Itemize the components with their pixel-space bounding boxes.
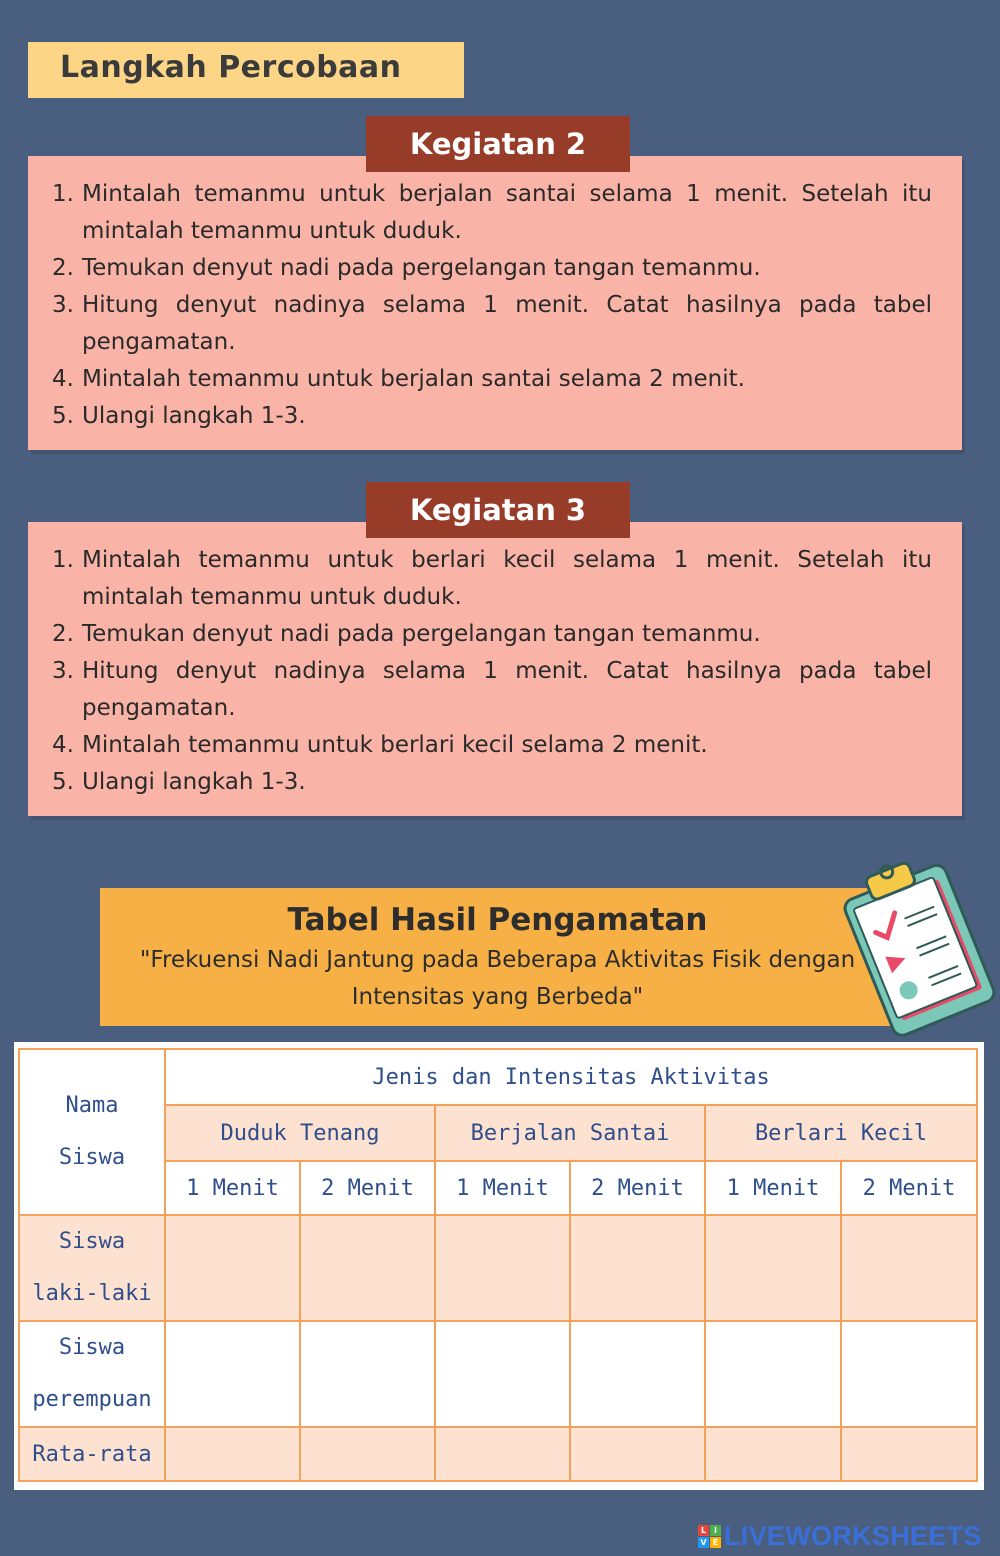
duration-header: 1 Menit (165, 1161, 300, 1215)
duration-header: 1 Menit (705, 1161, 841, 1215)
data-cell[interactable] (300, 1215, 435, 1321)
table-title: Tabel Hasil Pengamatan (287, 902, 708, 938)
step-text: Mintalah temanmu untuk berlari kecil selama 2 menit. (82, 732, 708, 758)
data-cell[interactable] (435, 1321, 570, 1427)
step-item (52, 176, 932, 250)
kegiatan-2-steps (28, 156, 962, 435)
step-text: Hitung denyut nadinya selama 1 menit. Catat hasilnya pada tabel pengamatan. (82, 292, 932, 355)
row-label (19, 1427, 165, 1481)
corner-line-2: Siswa (58, 1145, 126, 1170)
activity-header: Berjalan Santai (435, 1105, 705, 1161)
step-text: Temukan denyut nadi pada pergelangan tangan temanmu. (82, 621, 761, 647)
row-label-line: laki-laki (32, 1281, 152, 1306)
section-title: Langkah Percobaan (60, 50, 402, 85)
step-item (52, 764, 932, 801)
activity-group-header: Jenis dan Intensitas Aktivitas (165, 1049, 977, 1105)
data-cell[interactable] (300, 1427, 435, 1481)
activity-header: Berlari Kecil (705, 1105, 977, 1161)
logo-mark-icon (698, 1525, 721, 1548)
step-number: 4. (52, 366, 74, 392)
name-column-header (19, 1049, 165, 1215)
logo-letter: L (698, 1525, 709, 1536)
logo-letter: I (710, 1525, 721, 1536)
step-item (52, 653, 932, 727)
data-cell[interactable] (705, 1427, 841, 1481)
kegiatan-2-card (28, 156, 962, 450)
data-cell[interactable] (435, 1215, 570, 1321)
data-cell[interactable] (570, 1215, 705, 1321)
duration-header: 2 Menit (570, 1161, 705, 1215)
step-number: 4. (52, 732, 74, 758)
step-item (52, 616, 932, 653)
clipboard-icon (838, 852, 998, 1048)
data-cell[interactable] (841, 1215, 977, 1321)
logo-text: LIVEWORKSHEETS (724, 1520, 982, 1551)
data-cell[interactable] (841, 1427, 977, 1481)
step-text: Mintalah temanmu untuk berjalan santai selama 2 menit. (82, 366, 745, 392)
row-label-line: Siswa (58, 1335, 126, 1360)
step-number: 3. (52, 658, 74, 684)
section-banner (28, 42, 464, 98)
step-number: 5. (52, 403, 74, 429)
duration-header: 2 Menit (300, 1161, 435, 1215)
row-label-line: Siswa (58, 1229, 126, 1254)
step-text: Ulangi langkah 1-3. (82, 769, 306, 795)
step-number: 2. (52, 621, 74, 647)
step-item (52, 727, 932, 764)
step-item (52, 361, 932, 398)
step-item (52, 287, 932, 361)
step-item (52, 250, 932, 287)
data-cell[interactable] (435, 1427, 570, 1481)
kegiatan-2-title: Kegiatan 2 (366, 116, 630, 172)
step-number: 2. (52, 255, 74, 281)
corner-line-1: Nama (65, 1093, 119, 1118)
data-cell[interactable] (300, 1321, 435, 1427)
step-number: 1. (52, 181, 74, 207)
step-text: Temukan denyut nadi pada pergelangan tangan temanmu. (82, 255, 761, 281)
duration-header: 1 Menit (435, 1161, 570, 1215)
step-number: 5. (52, 769, 74, 795)
duration-header: 2 Menit (841, 1161, 977, 1215)
kegiatan-3-steps (28, 522, 962, 801)
step-text: Mintalah temanmu untuk berlari kecil selama 1 menit. Setelah itu mintalah temanmu untuk duduk. (82, 547, 932, 610)
logo-letter: V (698, 1537, 709, 1548)
step-number: 3. (52, 292, 74, 318)
liveworksheets-logo (698, 1520, 982, 1552)
row-label-line: Rata-rata (32, 1441, 152, 1467)
data-cell[interactable] (705, 1321, 841, 1427)
data-cell[interactable] (570, 1321, 705, 1427)
data-cell[interactable] (165, 1427, 300, 1481)
row-label-line: perempuan (32, 1387, 152, 1412)
data-cell[interactable] (705, 1215, 841, 1321)
logo-letter: E (710, 1537, 721, 1548)
observation-table (18, 1048, 978, 1482)
step-text: Ulangi langkah 1-3. (82, 403, 306, 429)
table-subtitle: "Frekuensi Nadi Jantung pada Beberapa Aktivitas Fisik dengan Intensitas yang Berbeda" (139, 947, 856, 1010)
table-title-banner (100, 888, 895, 1026)
step-item (52, 542, 932, 616)
data-cell[interactable] (165, 1321, 300, 1427)
step-item (52, 398, 932, 435)
row-label (19, 1215, 165, 1321)
data-cell[interactable] (841, 1321, 977, 1427)
data-cell[interactable] (165, 1215, 300, 1321)
kegiatan-3-card (28, 522, 962, 816)
step-number: 1. (52, 547, 74, 573)
row-label (19, 1321, 165, 1427)
activity-header: Duduk Tenang (165, 1105, 435, 1161)
step-text: Mintalah temanmu untuk berjalan santai selama 1 menit. Setelah itu mintalah temanmu untuk duduk. (82, 181, 932, 244)
observation-table-container (14, 1042, 984, 1490)
step-text: Hitung denyut nadinya selama 1 menit. Catat hasilnya pada tabel pengamatan. (82, 658, 932, 721)
data-cell[interactable] (570, 1427, 705, 1481)
kegiatan-3-title: Kegiatan 3 (366, 482, 630, 538)
